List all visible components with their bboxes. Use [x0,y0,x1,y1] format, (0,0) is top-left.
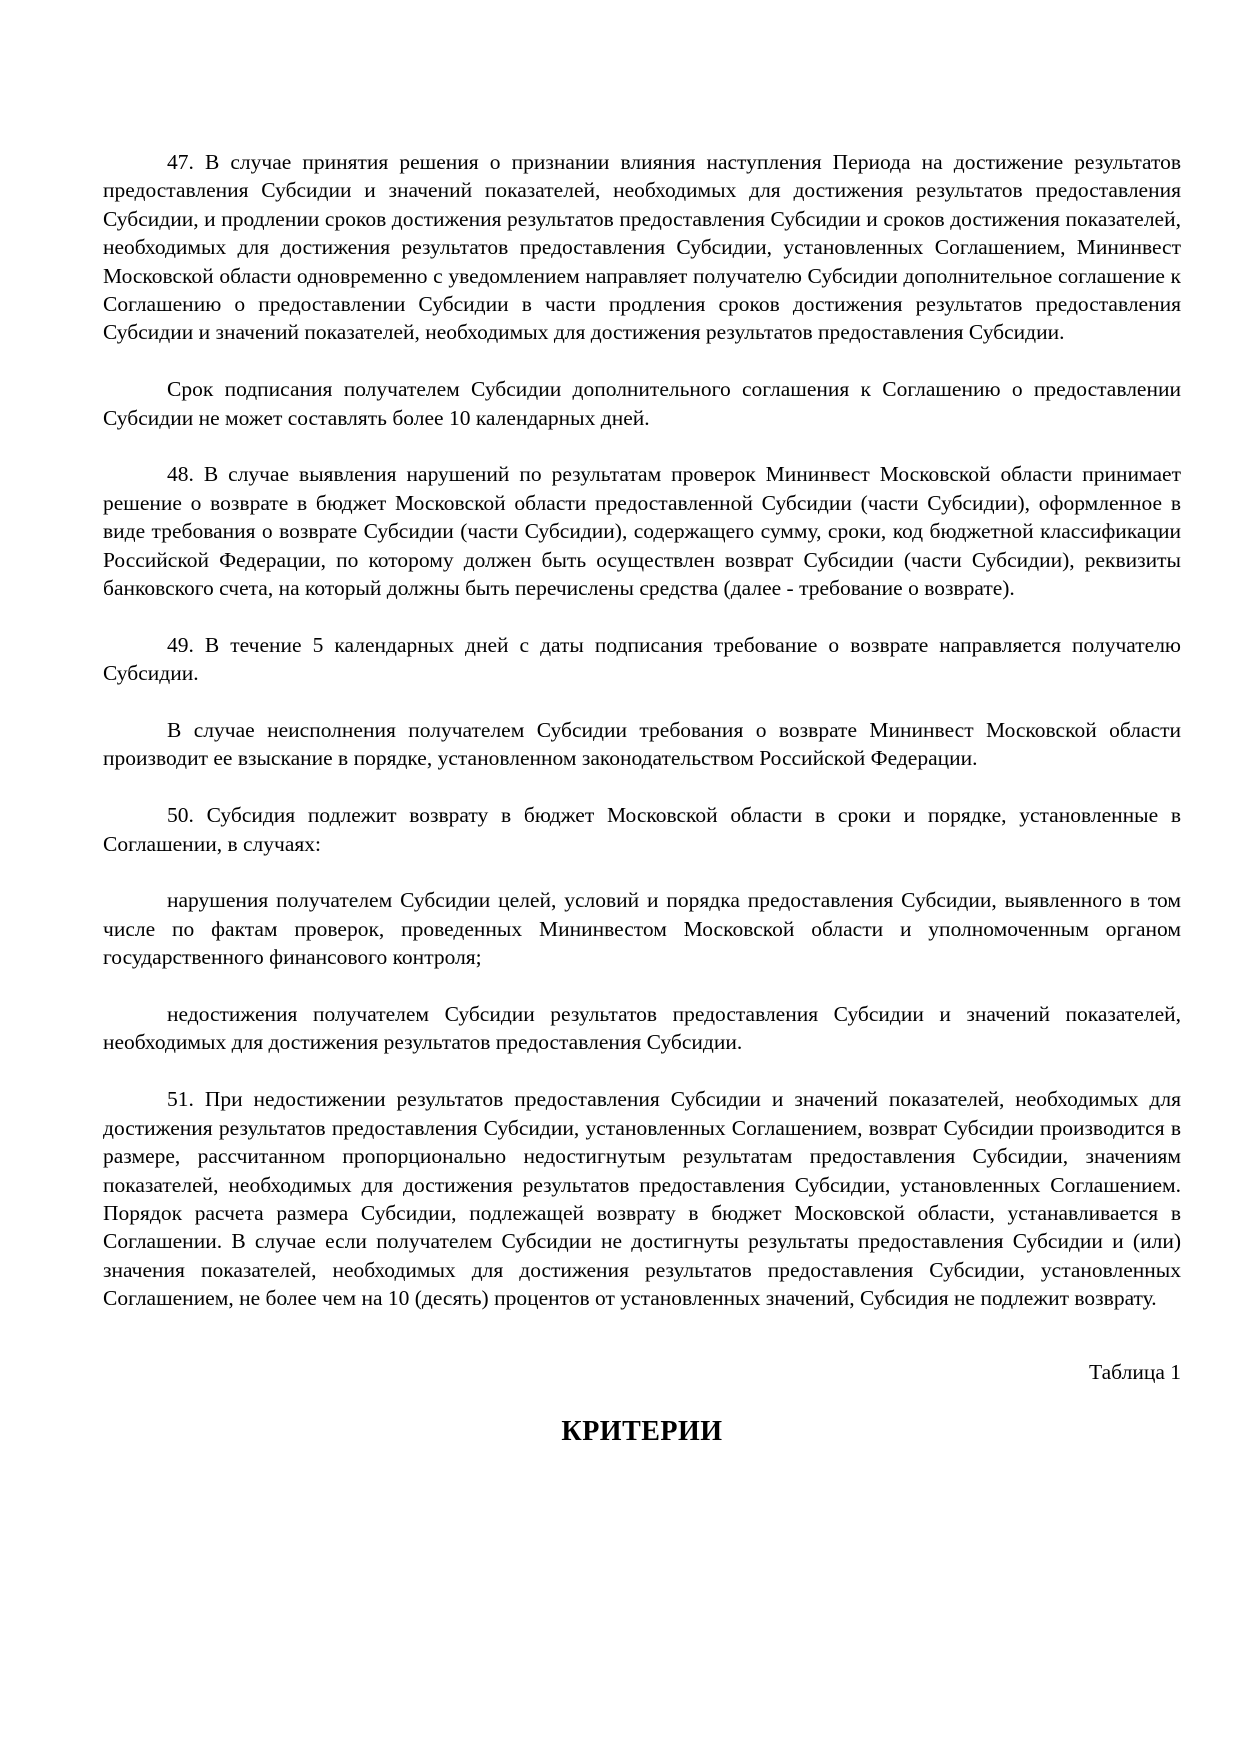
paragraph-49-enforcement: В случае неисполнения получателем Субсидии требования о возврате Мининвест Московской области производит ее взыскание в порядке, установленном законодательством Российской Федерации. [103,718,1181,771]
section-heading: КРИТЕРИИ [561,1415,723,1447]
paragraph-47: 47. В случае принятия решения о признании влияния наступления Периода на достижение результатов предоставления Субсидии и значений показателей, необходимых для достижения результатов предоставления Субсидии, и продлении сроков достижения результатов предоставления Субсидии и сроков достижения показателей, необходимых для достижения результатов предоставления Субсидии, установленных Соглашением, Мининвест Московской области одновременно с уведомлением направляет получателю Субсидии дополнительное соглашение к Соглашению о предоставлении Субсидии в части продления сроков достижения результатов предоставления Субсидии и значений показателей, необходимых для достижения результатов предоставления Субсидии. [103,150,1181,345]
paragraph-49: 49. В течение 5 календарных дней с даты подписания требование о возврате направляется получателю Субсидии. [103,632,1181,686]
paragraph-50-case-violation: нарушения получателем Субсидии целей, условий и порядка предоставления Субсидии, выявленного в том числе по фактам проверок, проведенных Мининвестом Московской области и уполномоченным органом государственного финансового контроля; [103,888,1181,970]
paragraph-51: 51. При недостижении результатов предоставления Субсидии и значений показателей, необходимых для достижения результатов предоставления Субсидии, установленных Соглашением, возврат Субсидии производится в размере, рассчитанном пропорционально недостигнутым результатам предоставления Субсидии, значениям показателей, необходимых для достижения результатов предоставления Субсидии, установленных Соглашением. Порядок расчета размера Субсидии, подлежащей возврату в бюджет Московской области, устанавливается в Соглашении. В случае если получателем Субсидии не достигнуты результаты предоставления Субсидии и (или) значения показателей, необходимых для достижения результатов предоставления Субсидии, установленных Соглашением, не более чем на 10 (десять) процентов от установленных значений, Субсидия не подлежит возврату. [103,1087,1181,1311]
paragraph-50-case-shortfall: недостижения получателем Субсидии результатов предоставления Субсидии и значений показателей, необходимых для достижения результатов предоставления Субсидии. [103,1002,1181,1055]
paragraph-50: 50. Субсидия подлежит возврату в бюджет Московской области в сроки и порядке, установленные в Соглашении, в случаях: [103,803,1181,856]
paragraph-48: 48. В случае выявления нарушений по результатам проверок Мининвест Московской области принимает решение о возврате в бюджет Московской области предоставленной Субсидии (части Субсидии), оформленное в виде требования о возврате Субсидии (части Субсидии), содержащего сумму, сроки, код бюджетной классификации Российской Федерации, по которому должен быть осуществлен возврат Субсидии (части Субсидии), реквизиты банковского счета, на который должны быть перечислены средства (далее - требование о возврате). [103,462,1181,601]
table-caption: Таблица 1 [1089,1359,1181,1384]
paragraph-47-signing-term: Срок подписания получателем Субсидии дополнительного соглашения к Соглашению о предоставлении Субсидии не может составлять более 10 календарных дней. [103,377,1181,430]
